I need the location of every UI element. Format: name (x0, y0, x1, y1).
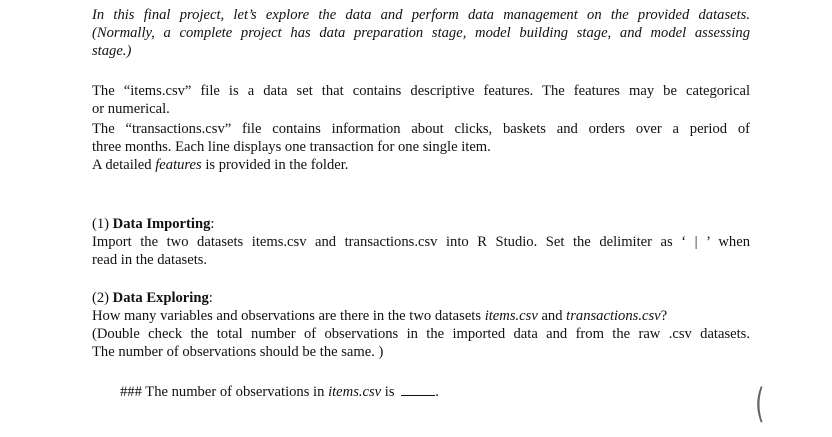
transactions-description-line-1: The “transactions.csv” file contains information about clicks, baskets and orders over a period of (92, 121, 750, 137)
features-note-suffix: is provided in the folder. (201, 157, 349, 173)
section-1-number: (1) (92, 216, 113, 232)
answer-blank[interactable] (401, 383, 435, 396)
answer-prefix: ### The number of observations in (120, 384, 329, 400)
section-2-heading (92, 290, 750, 307)
intro-line-1: In this final project, let’s explore the data and perform data management on the provided datasets. (92, 7, 750, 23)
answer-is: is (381, 384, 399, 400)
features-note-prefix: A detailed (92, 157, 156, 173)
section-2-body-line-1 (92, 308, 750, 325)
answer-file: items.csv (328, 384, 382, 400)
section-2-question-mark: ? (660, 308, 668, 324)
section-2-colon: : (208, 290, 213, 306)
features-note (92, 157, 750, 174)
answer-prompt (120, 383, 520, 401)
section-2-question-and: and (537, 308, 567, 324)
section-2-file-transactions: transactions.csv (566, 308, 661, 324)
transactions-description-line-2: three months. Each line displays one transaction for one single item. (92, 139, 491, 155)
intro-line-3: stage.) (92, 43, 132, 59)
section-2-number: (2) (92, 290, 113, 306)
bracket-glyph: ( (755, 381, 765, 427)
section-1-body-line-2: read in the datasets. (92, 252, 208, 268)
section-1-title: Data Importing (112, 216, 211, 232)
items-description-line-2: or numerical. (92, 101, 170, 117)
section-1-heading (92, 216, 750, 233)
section-1-colon: : (210, 216, 215, 232)
answer-end: . (435, 384, 439, 400)
section-1-body-line-1: Import the two datasets items.csv and transactions.csv into R Studio. Set the delimiter as ‘ | ’ when (92, 234, 750, 250)
section-2-title: Data Exploring (112, 290, 209, 306)
items-description-line-1: The “items.csv” file is a data set that contains descriptive features. The features may be categorical (92, 83, 750, 99)
section-2-body-line-2: (Double check the total number of observations in the imported data and from the raw .csv datasets. (92, 326, 750, 342)
section-2-body-line-3: The number of observations should be the same. ) (92, 344, 384, 360)
features-note-word: features (155, 157, 202, 173)
section-2-question-prefix: How many variables and observations are there in the two datasets (92, 308, 485, 324)
intro-line-2: (Normally, a complete project has data preparation stage, model building stage, and model assessing (92, 25, 750, 41)
section-2-file-items: items.csv (484, 308, 538, 324)
